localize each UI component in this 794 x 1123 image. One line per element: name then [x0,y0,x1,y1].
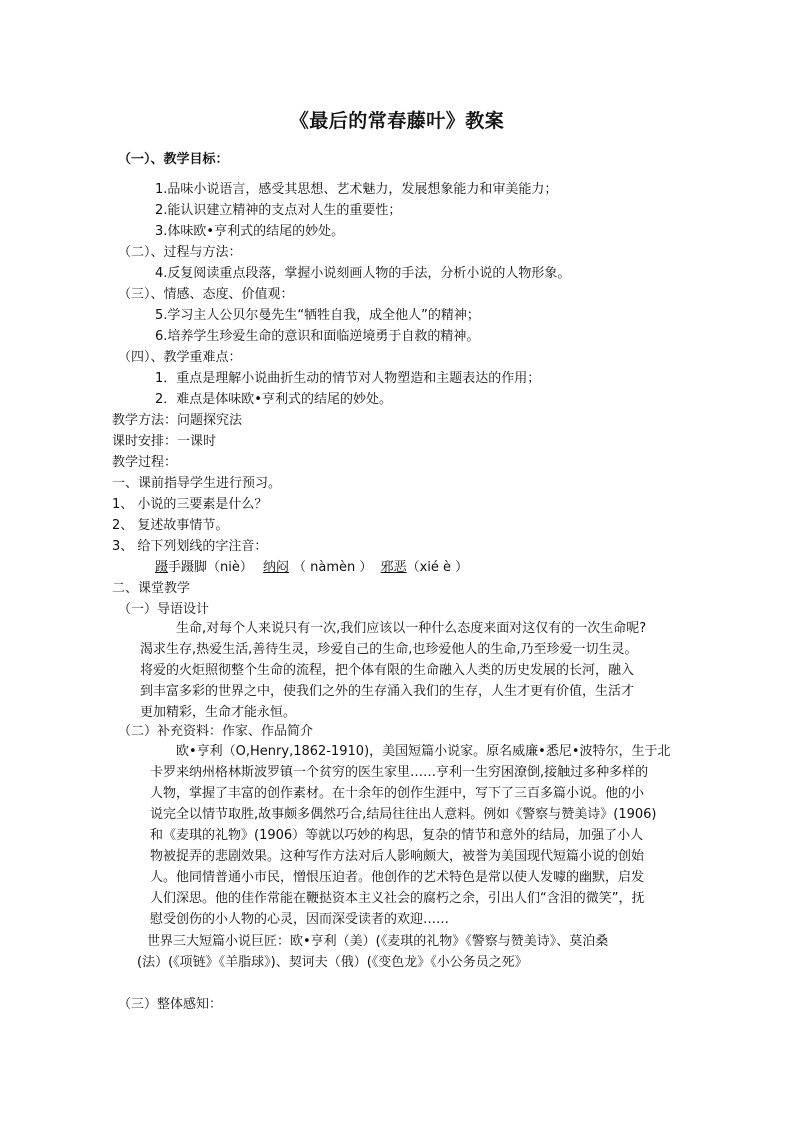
pinyin-3: （xié è ） [406,560,469,575]
values-heading: （三）、情感、态度、价值观： [118,287,294,302]
author-line: 人物，掌握了丰富的创作素材。在十余年的创作生涯中，写下了三百多篇小说。他的小 [150,786,645,801]
key-point-item-2: 2．难点是体味欧•亨利式的结尾的妙处。 [155,392,392,407]
values-item-2: 6.培养学生珍爱生命的意识和面临逆境勇于自救的精神。 [155,329,480,344]
preview-heading: 一、课前指导学生进行预习。 [112,476,282,491]
masters-line: 世界三大短篇小说巨匠：欧•亨利（美）(《麦琪的礼物》《警察与赞美诗》、莫泊桑 [147,934,609,949]
author-line: 慰受创伤的小人物的心灵，因而深受读者的欢迎…… [150,912,450,927]
pinyin-word-2: 纳闷 [263,560,290,575]
intro-paragraph [140,618,692,723]
author-line: 人们深思。他的佳作常能在鞭挞资本主义社会的腐朽之余，引出人们“含泪的微笑”，抚 [150,891,645,906]
overall-heading: （三）整体感知： [118,997,223,1012]
intro-line: 到丰富多彩的世界之中，使我们之外的生存涌入我们的生存，人生才更有价值，生活才 [140,684,635,699]
process-method-heading: （二）、过程与方法： [118,245,242,260]
classroom-heading: 二、课堂教学 [112,581,191,596]
pinyin-row [155,558,468,578]
preview-item-3: 3、 给下列划线的字注音： [112,539,268,554]
author-line: 物被捉弄的悲剧效果。这种写作方法对后人影响颇大，被誉为美国现代短篇小说的创始 [150,849,645,864]
preview-item-1: 1、 小说的三要素是什么？ [112,497,268,512]
author-paragraph [150,741,690,930]
author-line: 说完全以情节取胜,故事颇多偶然巧合,结局往往出人意料。例如《警察与赞美诗》(1906) [150,807,657,822]
values-item-1: 5.学习主人公贝尔曼先生“牺牲自我，成全他人”的精神； [155,308,480,323]
goal-item-1: 1.品味小说语言，感受其思想、艺术魅力，发展想象能力和审美能力； [155,182,558,197]
intro-line: 将爱的火炬照彻整个生命的流程，把个体有限的生命融入人类的历史发展的长河，融入 [140,663,635,678]
document-title: 《最后的常春藤叶》教案 [289,110,505,132]
masters-line: (法）(《项链》《羊脂球》)、契诃夫（俄）(《变色龙》《小公务员之死》 [137,955,528,970]
author-line: 人。他同情普通小市民，憎恨压迫者。他创作的艺术特色是常以使人发噱的幽默，启发 [150,870,645,885]
pinyin-word-3: 邪恶 [380,560,407,575]
masters-paragraph [137,931,697,973]
teaching-method: 教学方法：问题探究法 [112,413,243,428]
schedule: 课时安排：一课时 [112,434,217,449]
key-point-item-1: 1．重点是理解小说曲折生动的情节对人物塑造和主题表达的作用； [155,371,541,386]
pinyin-2: （ nàmèn ） [293,560,373,575]
supplement-heading: （二）补充资料：作家、作品简介 [118,724,314,739]
process-label: 教学过程： [112,455,178,470]
author-line: 卡罗来纳州格林斯波罗镇一个贫穷的医生家里……亨利一生穷困潦倒,接触过多种多样的 [150,765,649,780]
preview-item-2: 2、 复述故事情节。 [112,518,229,533]
key-points-heading: （四）、教学重难点： [118,350,242,365]
goal-item-2: 2.能认识建立精神的支点对人生的重要性； [155,203,402,218]
pinyin-1: （niè） [207,560,253,575]
author-line: 欧•亨利（O,Henry,1862-1910)，美国短篇小说家。原名威廉•悉尼•波特尔，生于北 [176,744,671,759]
intro-heading: （一）导语设计 [118,602,210,617]
author-line: 和《麦琪的礼物》(1906）等就以巧妙的构思，复杂的情节和意外的结局，加强了小人 [150,828,644,843]
intro-line: 生命,对每个人来说只有一次,我们应该以一种什么态度来面对这仅有的一次生命呢? [176,621,647,636]
goals-heading: （一）、教学目标： [118,152,229,167]
process-method-item-1: 4.反复阅读重点段落，掌握小说刻画人物的手法，分析小说的人物形象。 [155,266,571,281]
intro-line: 更加精彩，生命才能永恒。 [140,705,297,720]
pinyin-word-1-rest: 手蹑脚 [168,560,208,575]
pinyin-word-1-underlined: 蹑 [155,560,169,575]
intro-line: 渴求生存,热爱生活,善待生灵，珍爱自己的生命,也珍爱他人的生命,乃至珍爱一切生灵。 [140,642,638,657]
goal-item-3: 3.体味欧•亨利式的结尾的妙处。 [155,224,345,239]
